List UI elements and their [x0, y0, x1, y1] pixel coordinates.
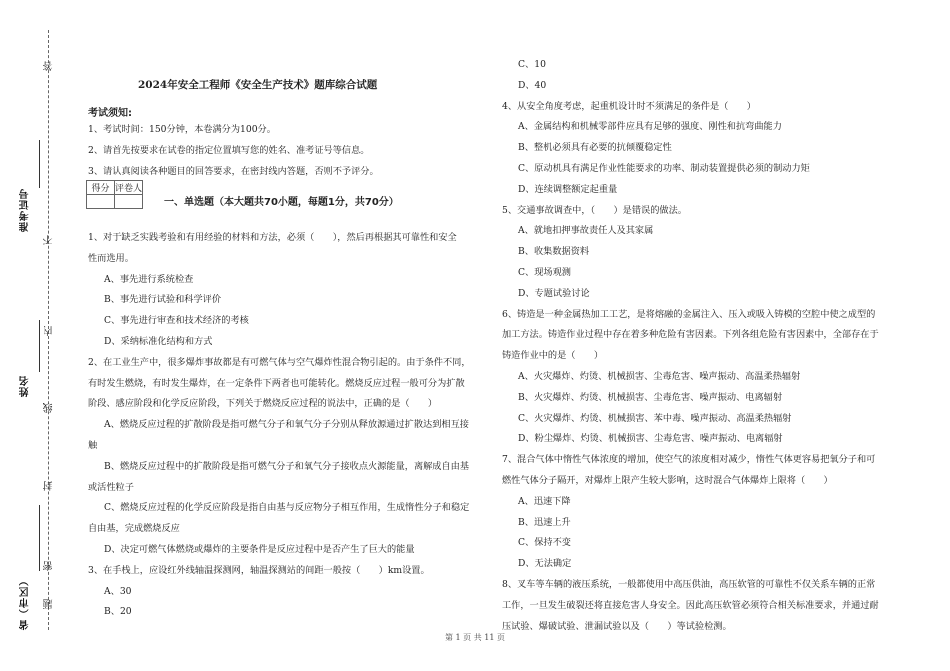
question-text: 7、混合气体中惰性气体浓度的增加，使空气的浓度相对减少，惰性气体更容易把氧分子和可 — [502, 454, 876, 466]
answer-option: A、就地扣押事故责任人及其家属 — [518, 225, 654, 237]
notice-item: 3、请认真阅读各种题目的回答要求，在密封线内答题，否则不予评分。 — [88, 166, 379, 177]
question-text: 5、交通事故调查中，（ ）是错误的做法。 — [502, 204, 687, 216]
answer-option: A、燃烧反应过程的扩散阶段是指可燃气分子和氧气分子分别从释放源通过扩散达到相互接 — [104, 419, 469, 431]
answer-option: C、保持不变 — [518, 537, 571, 549]
answer-option: D、40 — [518, 79, 547, 91]
notice-heading: 考试须知: — [88, 108, 132, 119]
answer-option: D、粉尘爆炸、灼烫、机械损害、尘毒危害、噪声振动、电离辐射 — [518, 433, 783, 445]
answer-option: B、事先进行试验和科学评价 — [104, 294, 222, 306]
answer-option: C、现场观测 — [518, 266, 571, 278]
answer-option: C、事先进行审查和技术经济的考核 — [104, 315, 249, 327]
answer-option: B、火灾爆炸、灼烫、机械损害、尘毒危害、噪声振动、电离辐射 — [518, 391, 783, 403]
score-box — [86, 180, 143, 209]
answer-option: C、火灾爆炸、灼烫、机械损害、苯中毒、噪声振动、高温柔热辐射 — [518, 412, 792, 424]
answer-option: D、采纳标准化结构和方式 — [104, 335, 213, 347]
question-text: 压试验、爆破试验、泄漏试验以及（ ）等试验检测。 — [502, 620, 732, 632]
answer-option: B、燃烧反应过程中的扩散阶段是指可燃气分子和氧气分子接收点火源能量，离解成自由基 — [104, 460, 470, 472]
question-text: 1、对于缺乏实践考验和有用经验的材料和方法，必须（ ），然后再根据其可靠性和安全 — [88, 232, 457, 243]
answer-option: C、10 — [518, 59, 546, 70]
answer-option: B、整机必须具有必要的抗倾覆稳定性 — [518, 142, 672, 154]
binding-char-da: 答 — [44, 60, 55, 71]
binding-char-ti: 题 — [44, 598, 55, 609]
question-text: 加工方法。铸造作业过程中存在着多种危险有害因素。下列各组危险有害因素中，全部存在于 — [502, 329, 879, 341]
grader-label: 评卷人 — [115, 181, 143, 195]
binding-char-bu: 不 — [44, 234, 55, 245]
name-label: 姓名 — [20, 375, 31, 397]
answer-option: D、专题试验讨论 — [518, 287, 590, 299]
answer-option: A、30 — [104, 585, 132, 597]
answer-option: D、连续调整额定起重量 — [518, 183, 618, 195]
question-text: 性而选用。 — [88, 252, 134, 264]
notice-item: 2、请首先按要求在试卷的指定位置填写您的姓名、准考证号等信息。 — [88, 145, 370, 156]
question-text: 燃性气体分子隔开，对爆炸上限产生较大影响，这时混合气体爆炸上限将（ ） — [502, 474, 833, 486]
question-text: 4、从安全角度考虑，起重机设计时不须满足的条件是（ ） — [502, 100, 756, 112]
answer-option: D、决定可燃气体燃烧或爆炸的主要条件是反应过程中是否产生了巨大的能量 — [104, 543, 415, 555]
grader-cell[interactable] — [115, 195, 143, 209]
question-text: 工作，一旦发生破裂还将直接危害人身安全。因此高压软管必须符合相关标准要求，并通过耐 — [502, 599, 879, 611]
notice-item: 1、考试时间：150分钟，本卷满分为100分。 — [88, 124, 276, 135]
answer-option: C、燃烧反应过程的化学反应阶段是指自由基与反应物分子相互作用，生成惰性分子和稳定 — [104, 502, 470, 514]
question-text: 2、在工业生产中，很多爆炸事故都是有可燃气体与空气爆炸性混合物引起的。由于条件不同， — [88, 356, 471, 368]
section-heading: 一、单选题（本大题共70小题，每题1分，共70分） — [164, 197, 399, 208]
left-question-column — [88, 228, 471, 623]
answer-option: D、无法确定 — [518, 558, 572, 570]
question-text: 有时发生燃烧，有时发生爆炸，在一定条件下两者也可能转化。燃烧反应过程一般可分为扩散 — [88, 377, 465, 389]
answer-option: B、迅速上升 — [518, 516, 571, 528]
notice-list — [88, 119, 379, 182]
name-line — [39, 320, 40, 372]
score-cell[interactable] — [87, 195, 115, 209]
answer-option: A、火灾爆炸、灼烫、机械损害、尘毒危害、噪声振动、高温柔热辐射 — [518, 370, 801, 382]
question-text: 铸造作业中的是（ ） — [502, 350, 604, 362]
answer-option: B、收集数据资料 — [518, 246, 590, 258]
exam-number-label: 准考证号 — [20, 188, 31, 232]
question-text: 3、在手栈上，应设红外线轴温探测网，轴温探测站的间距一般按（ ）km设置。 — [88, 564, 430, 576]
province-line — [39, 505, 40, 571]
binding-char-mi: 密 — [44, 560, 55, 571]
answer-option: C、原动机具有满足作业性能要求的功率、制动装置提供必须的制动力矩 — [518, 162, 810, 174]
binding-char-feng: 封 — [44, 480, 55, 491]
question-text: 6、铸造是一种金属热加工工艺，是将熔融的金属注入、压入或吸入铸模的空腔中使之成型的 — [502, 308, 876, 320]
exam-number-line — [39, 140, 40, 188]
binding-char-nei: 内 — [44, 325, 55, 336]
question-text: 阶段、感应阶段和化学反应阶段，下列关于燃烧反应过程的说法中，正确的是（ ） — [88, 398, 438, 410]
binding-char-xian: 线 — [44, 402, 55, 413]
question-text: 或活性粒子 — [88, 481, 134, 493]
exam-title: 2024年安全工程师《安全生产技术》题库综合试题 — [138, 79, 378, 91]
question-text: 8、叉车等车辆的液压系统，一般都使用中高压供油，高压软管的可靠性不仅关系车辆的正常 — [502, 578, 876, 590]
answer-option: A、事先进行系统检查 — [104, 273, 194, 285]
binding-margin — [0, 0, 80, 671]
page-footer: 第 1 页 共 11 页 — [445, 633, 505, 642]
answer-option: B、20 — [104, 606, 132, 618]
right-question-column — [502, 55, 879, 637]
answer-option: A、金属结构和机械零部件应具有足够的强度、刚性和抗弯曲能力 — [518, 121, 782, 133]
province-label: 省（市区） — [20, 575, 31, 630]
score-label: 得分 — [87, 181, 115, 195]
question-text: 触 — [88, 439, 98, 451]
question-text: 自由基，完成燃烧反应 — [88, 523, 180, 535]
answer-option: A、迅速下降 — [518, 495, 571, 507]
